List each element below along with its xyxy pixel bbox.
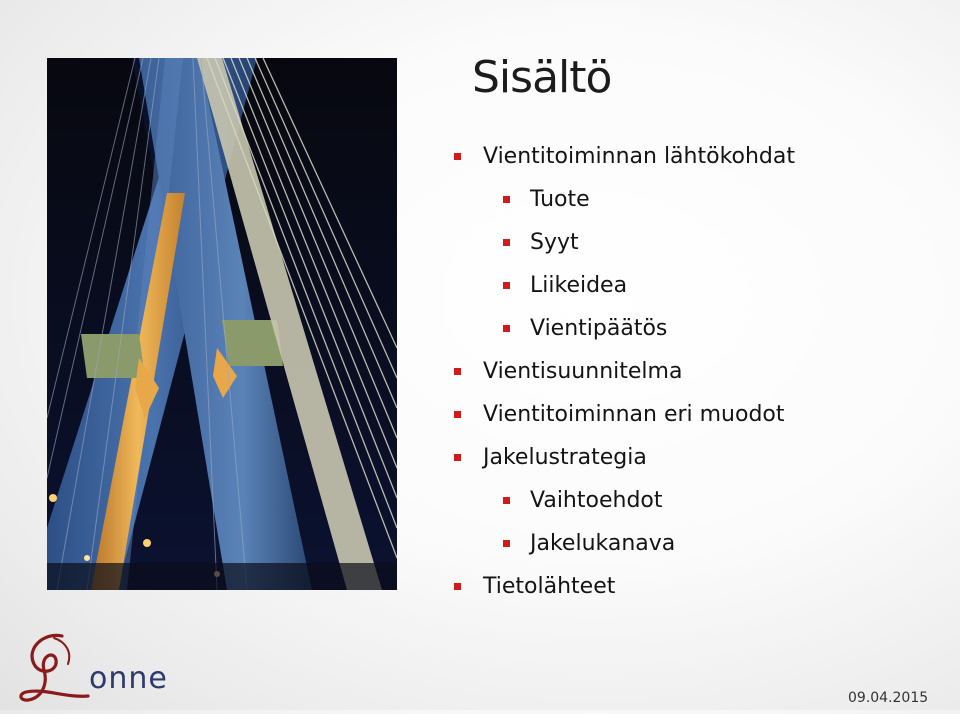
logo-text: onne (89, 661, 168, 696)
square-bullet-icon (454, 153, 461, 160)
leonne-logo (14, 626, 214, 710)
square-bullet-icon (454, 583, 461, 590)
bridge-photo (47, 58, 397, 590)
square-bullet-icon (503, 239, 510, 246)
agenda-item (448, 138, 948, 181)
agenda-subitem (448, 310, 948, 353)
slide-date: 09.04.2015 (848, 690, 929, 706)
agenda-item (448, 353, 948, 396)
square-bullet-icon (454, 411, 461, 418)
agenda-item-text: Vientipäätös (530, 316, 668, 341)
agenda-item-text: Liikeidea (530, 273, 628, 298)
agenda-item-text: Vientitoiminnan eri muodot (483, 402, 785, 427)
square-bullet-icon (454, 454, 461, 461)
agenda-item-text: Tietolähteet (483, 574, 616, 599)
agenda-item-text: Jakelustrategia (483, 445, 647, 470)
bridge-pylon-image (47, 58, 397, 590)
square-bullet-icon (503, 196, 510, 203)
square-bullet-icon (503, 540, 510, 547)
agenda-item (448, 396, 948, 439)
agenda-subitem (448, 525, 948, 568)
agenda-item (448, 568, 948, 611)
agenda-item-text: Syyt (530, 230, 579, 255)
agenda-item-text: Tuote (530, 187, 590, 212)
slide-title: Sisältö (472, 52, 612, 103)
agenda-subitem (448, 482, 948, 525)
agenda-item-text: Vientisuunnitelma (483, 359, 683, 384)
square-bullet-icon (454, 368, 461, 375)
agenda-item-text: Vaihtoehdot (530, 488, 663, 513)
agenda-item-text: Vientitoiminnan lähtökohdat (483, 144, 795, 169)
agenda-item (448, 439, 948, 482)
square-bullet-icon (503, 325, 510, 332)
square-bullet-icon (503, 497, 510, 504)
agenda-subitem (448, 224, 948, 267)
agenda-subitem (448, 267, 948, 310)
agenda-item-text: Jakelukanava (530, 531, 676, 556)
agenda-list (448, 138, 948, 611)
agenda-subitem (448, 181, 948, 224)
square-bullet-icon (503, 282, 510, 289)
